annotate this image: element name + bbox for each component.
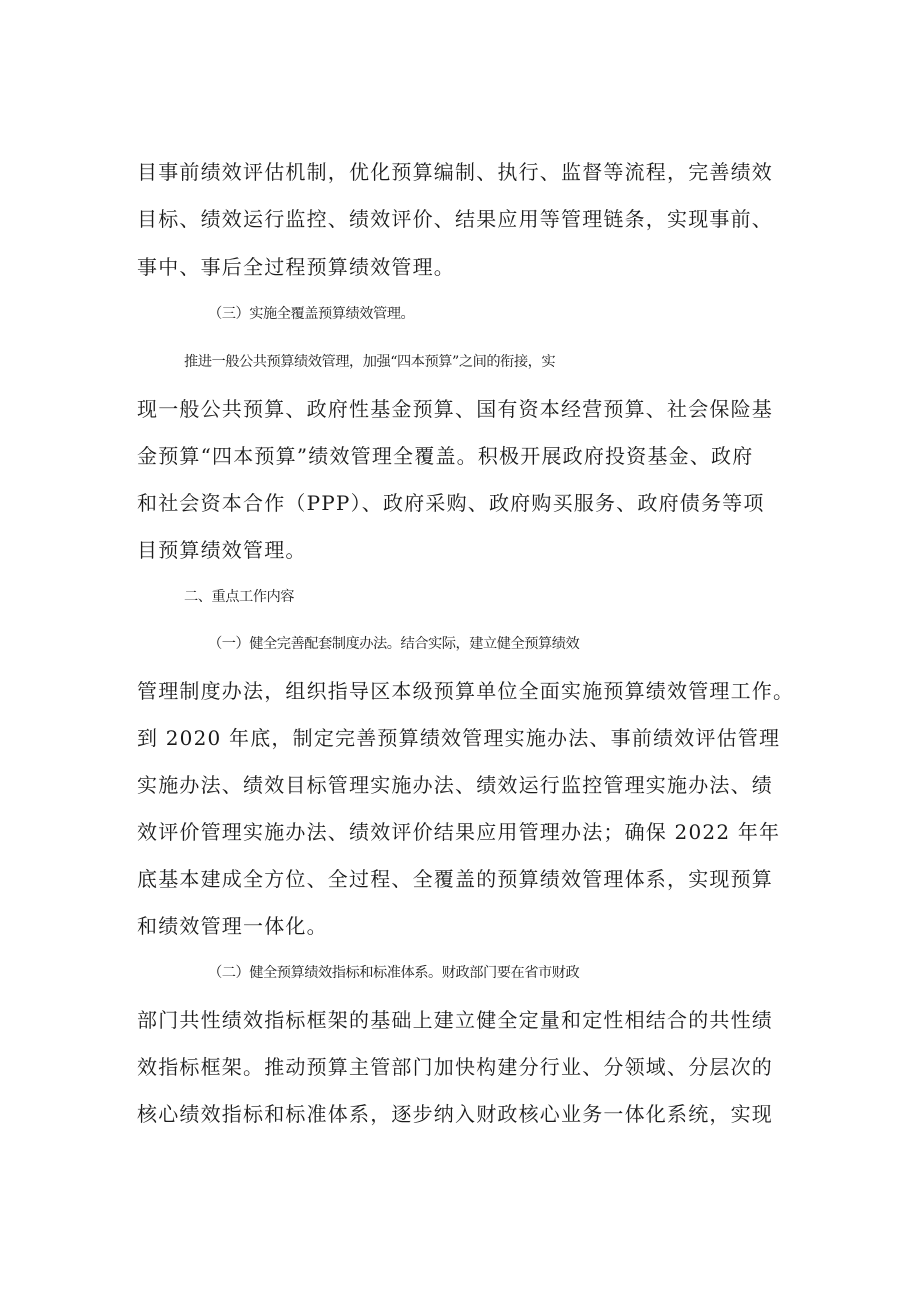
body-text-line: 部门共性绩效指标框架的基础上建立健全定量和定性相结合的共性绩 — [137, 1008, 773, 1032]
body-text-line: 目事前绩效评估机制，优化预算编制、执行、监督等流程，完善绩效 — [137, 160, 773, 184]
section-heading: 二、重点工作内容 — [184, 589, 295, 605]
body-text-line: 核心绩效指标和标准体系，逐步纳入财政核心业务一体化系统，实现 — [137, 1102, 773, 1126]
body-text-line: 目预算绩效管理。 — [137, 538, 307, 562]
body-text-line: 效指标框架。推动预算主管部门加快构建分行业、分领域、分层次的 — [137, 1055, 773, 1079]
body-text-line: 和社会资本合作（PPP）、政府采购、政府购买服务、政府债务等项 — [137, 491, 765, 515]
body-text-line: 目标、绩效运行监控、绩效评价、结果应用等管理链条，实现事前、 — [137, 207, 773, 231]
body-text-line: 实施办法、绩效目标管理实施办法、绩效运行监控管理实施办法、绩 — [137, 773, 773, 797]
body-text-line: （二）健全预算绩效指标和标准体系。财政部门要在省市财政 — [208, 965, 580, 981]
body-text-line: 效评价管理实施办法、绩效评价结果应用管理办法；确保 2022 年年 — [137, 820, 781, 844]
body-text-line: （一）健全完善配套制度办法。结合实际，建立健全预算绩效 — [208, 636, 580, 652]
section-heading: （三）实施全覆盖预算绩效管理。 — [208, 306, 415, 322]
body-text-line: 推进一般公共预算绩效管理，加强“四本预算”之间的衔接，实 — [184, 354, 556, 370]
body-text-line: 底基本建成全方位、全过程、全覆盖的预算绩效管理体系，实现预算 — [137, 867, 773, 891]
body-text-line: 金预算“四本预算”绩效管理全覆盖。积极开展政府投资基金、政府 — [137, 444, 754, 468]
body-text-line: 和绩效管理一体化。 — [137, 914, 328, 938]
body-text-line: 事中、事后全过程预算绩效管理。 — [137, 255, 455, 279]
body-text-line: 管理制度办法，组织指导区本级预算单位全面实施预算绩效管理工作。 — [137, 679, 795, 703]
body-text-line: 到 2020 年底，制定完善预算绩效管理实施办法、事前绩效评估管理 — [137, 726, 781, 750]
body-text-line: 现一般公共预算、政府性基金预算、国有资本经营预算、社会保险基 — [137, 397, 773, 421]
